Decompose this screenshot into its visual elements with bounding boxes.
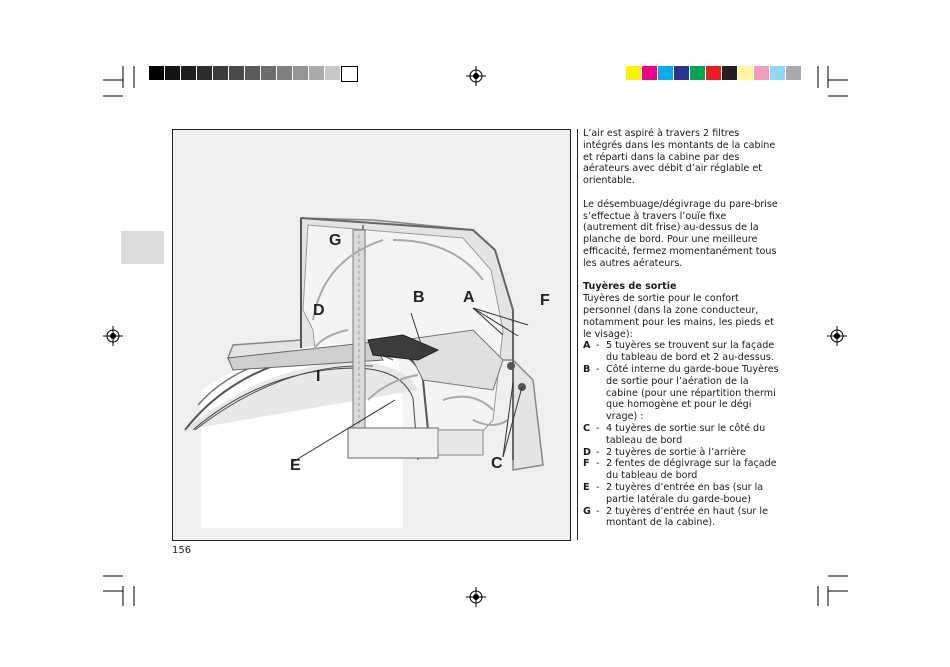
defrost-paragraph: Le désembuage/dégivrage du pare-brise s’effectue à travers l’ouïe fixe (autrement dit frise) au-dessus de la planche de bord. Pour une meilleure efficacité, fermez momentanément tous les autres aérateurs. xyxy=(583,198,778,269)
vent-key: B xyxy=(583,363,591,375)
figure-label-f: F xyxy=(540,292,550,309)
vent-list-item xyxy=(583,423,779,447)
text-column xyxy=(583,128,779,529)
registration-mark-top xyxy=(466,66,486,86)
figure-label-a: A xyxy=(463,289,475,306)
vent-dash: - xyxy=(596,340,600,352)
figure-label-g: G xyxy=(329,232,342,249)
figure-label-b: B xyxy=(413,289,425,306)
vent-key: F xyxy=(583,458,590,470)
vent-description: 2 tuyères de sortie à l’arrière xyxy=(606,446,746,458)
column-separator xyxy=(577,129,578,540)
vent-description: Côté interne du garde-boue Tuyères de sortie pour l’aération de la cabine (pour une répartition thermi que homogène et pour le dégi vrage) : xyxy=(606,363,779,423)
vent-dash: - xyxy=(596,363,600,375)
chapter-tab xyxy=(121,231,164,264)
intro-paragraph: L’air est aspiré à travers 2 filtres intégrés dans les montants de la cabine et réparti dans la cabine par des aérateurs avec débit d’air réglable et orientable. xyxy=(583,128,776,187)
registration-mark-bottom xyxy=(466,587,486,607)
vent-list-item xyxy=(583,458,779,482)
vent-list-item xyxy=(583,364,779,423)
vent-list-item xyxy=(583,506,779,530)
vent-list-item xyxy=(583,340,779,364)
vent-dash: - xyxy=(596,505,600,517)
vent-list xyxy=(583,340,779,529)
cabin-illustration xyxy=(173,130,570,540)
figure-label-d: D xyxy=(313,302,325,319)
vent-dash: - xyxy=(596,422,600,434)
vent-key: A xyxy=(583,340,591,352)
registration-mark-right xyxy=(827,326,847,346)
vent-key: C xyxy=(583,422,591,434)
section-intro: Tuyères de sortie pour le confort personnel (dans la zone conducteur, notamment pour les mains, les pieds et le visage): xyxy=(583,293,774,340)
page-number: 156 xyxy=(172,545,192,556)
vent-dash: - xyxy=(596,458,600,470)
vent-description: 5 tuyères se trouvent sur la façade du tableau de bord et 2 au-dessus. xyxy=(606,340,775,364)
vent-list-item xyxy=(583,482,779,506)
figure-label-i: I xyxy=(316,368,321,385)
vent-key: D xyxy=(583,446,591,458)
vent-dash: - xyxy=(596,446,600,458)
vent-description: 2 tuyères d’entrée en bas (sur la partie latérale du garde-boue) xyxy=(606,481,764,505)
vent-description: 2 fentes de dégivrage sur la façade du tableau de bord xyxy=(606,458,777,482)
vent-description: 2 tuyères d’entrée en haut (sur le montant de la cabine). xyxy=(606,505,768,529)
cabin-ventilation-figure xyxy=(172,129,571,541)
vent-description: 4 tuyères de sortie sur le côté du tableau de bord xyxy=(606,422,766,446)
section-heading: Tuyères de sortie xyxy=(583,281,677,293)
vent-dash: - xyxy=(596,481,600,493)
figure-label-c: C xyxy=(491,455,503,472)
figure-label-e: E xyxy=(290,457,301,474)
registration-mark-left xyxy=(103,326,123,346)
vent-key: E xyxy=(583,481,590,493)
vent-key: G xyxy=(583,505,591,517)
vent-list-item xyxy=(583,447,779,459)
